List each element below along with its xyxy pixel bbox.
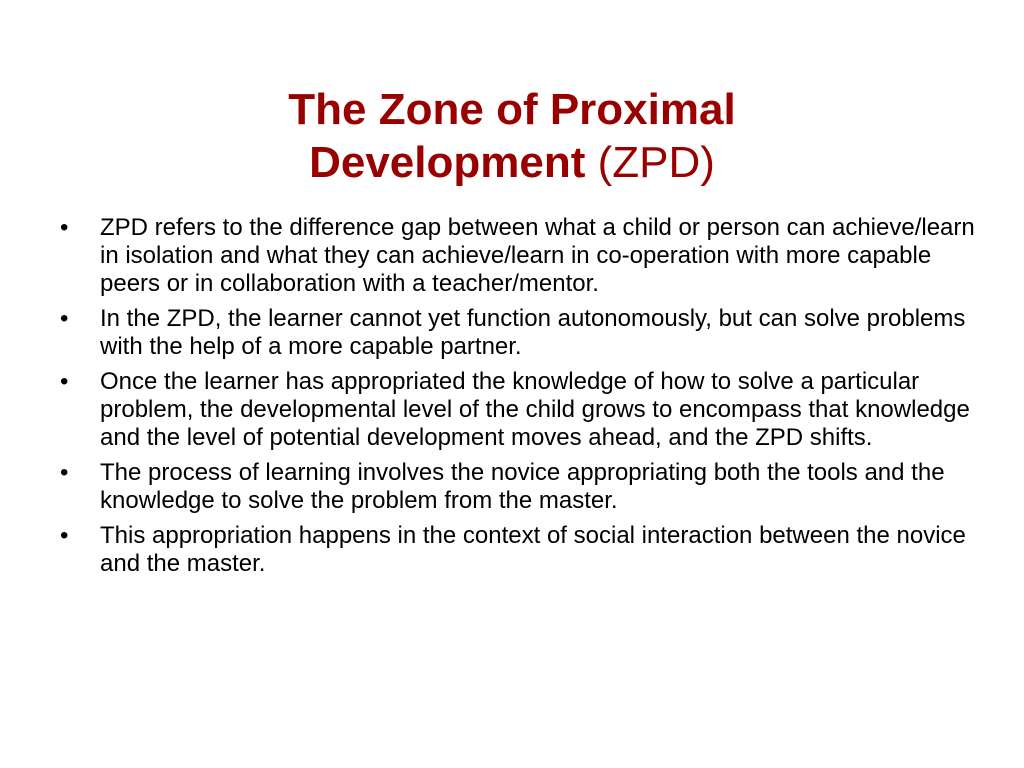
bullet-item: [0, 305, 980, 361]
bullet-text: Once the learner has appropriated the knowledge of how to solve a particular problem, the developmental level of the child grows to encompass that knowledge and the level of potential development moves ahead, and the ZPD shifts.: [100, 368, 970, 451]
bullet-item: [0, 522, 980, 578]
bullet-item: [0, 368, 980, 452]
bullet-icon: •: [60, 459, 69, 486]
bullet-list: [0, 214, 1024, 585]
bullet-icon: •: [60, 368, 69, 395]
title-bold-part: Development: [309, 138, 586, 188]
title-line-2: [0, 136, 1024, 189]
title-line-1: The Zone of Proximal: [288, 85, 736, 135]
bullet-icon: •: [60, 214, 69, 241]
bullet-text: The process of learning involves the novice appropriating both the tools and the knowledge to solve the problem from the master.: [100, 459, 945, 514]
bullet-text: In the ZPD, the learner cannot yet function autonomously, but can solve problems with the help of a more capable partner.: [100, 305, 966, 360]
bullet-text: ZPD refers to the difference gap between what a child or person can achieve/learn in isolation and what they can achieve/learn in co-operation with more capable peers or in collaboration with a teacher/mentor.: [100, 214, 975, 297]
bullet-icon: •: [60, 522, 69, 549]
bullet-item: [0, 214, 980, 298]
bullet-item: [0, 459, 980, 515]
bullet-icon: •: [60, 305, 69, 332]
slide-title: [0, 83, 1024, 189]
title-abbreviation: (ZPD): [597, 138, 715, 188]
bullet-text: This appropriation happens in the context of social interaction between the novice and the master.: [100, 522, 966, 577]
